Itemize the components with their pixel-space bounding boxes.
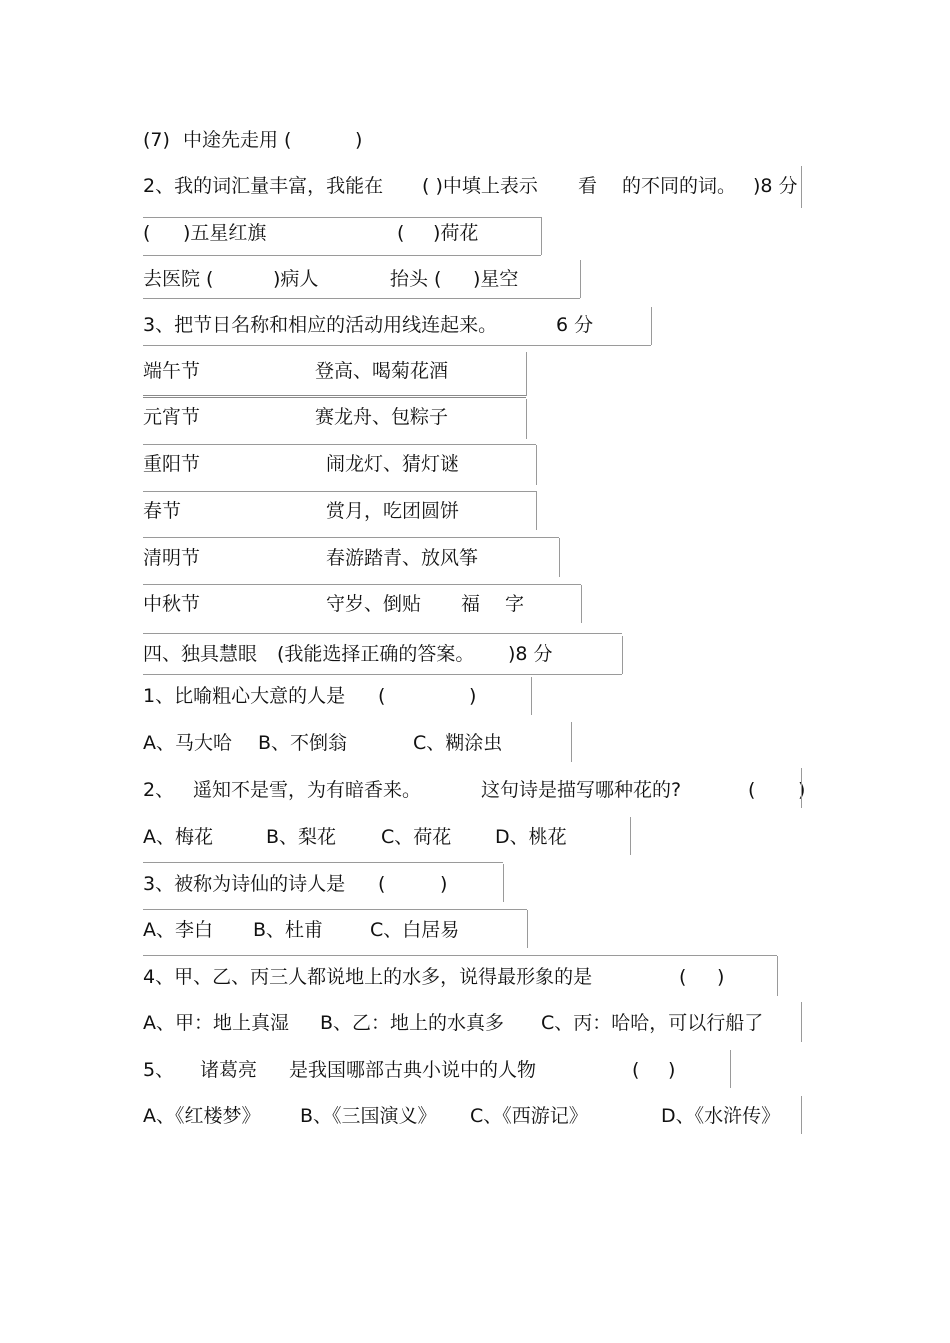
question-3-line (143, 865, 463, 903)
option-c: C、丙：哈哈，可以行船了 (541, 1012, 764, 1034)
table-rule (801, 768, 802, 808)
table-rule (526, 352, 527, 396)
table-rule (801, 1096, 802, 1134)
blank-close: ) (717, 966, 725, 988)
option-b: B、《三国演义》 (300, 1105, 437, 1127)
option-a: A、梅花 (143, 826, 213, 848)
score-text: )8 分 (508, 643, 553, 665)
phrase: 抬头 ( (390, 268, 442, 290)
phrase: )病人 (273, 268, 319, 290)
blank-open: ( (378, 685, 386, 707)
festival-name: 端午节 (143, 360, 201, 382)
table-rule (536, 445, 537, 485)
festival-activity: 春游踏青、放风筝 (326, 547, 479, 569)
festival-row-1 (143, 352, 473, 390)
options-q3 (143, 911, 483, 949)
table-rule (777, 956, 778, 996)
section-3-title (143, 306, 613, 344)
phrase: )荷花 (433, 222, 479, 244)
options-q1 (143, 724, 523, 762)
table-rule (143, 674, 622, 675)
section-2-title (143, 167, 813, 205)
question-1-line (143, 677, 493, 715)
table-rule (143, 909, 527, 910)
festival-row-5 (143, 539, 503, 577)
festival-row-4 (143, 492, 483, 530)
blank-open: ( (378, 873, 386, 895)
table-rule (143, 862, 503, 863)
table-rule (541, 217, 542, 255)
blank-close: ) (469, 685, 477, 707)
option-a: A、李白 (143, 919, 213, 941)
festival-activity: 赏月，吃团圆饼 (326, 500, 460, 522)
phrase: )星空 (473, 268, 519, 290)
table-rule (143, 255, 541, 256)
title-text: 2、我的词汇量丰富，我能在 (143, 175, 384, 197)
option-b: B、杜甫 (253, 919, 324, 941)
table-rule (651, 307, 652, 345)
fill-row-2 (143, 260, 573, 298)
table-rule (503, 864, 504, 902)
table-rule (730, 1050, 731, 1088)
options-q2 (143, 818, 583, 856)
table-rule (143, 217, 541, 218)
table-rule (622, 636, 623, 674)
option-c: C、糊涂虫 (413, 732, 503, 754)
phrase: 去医院 ( (143, 268, 214, 290)
table-rule (143, 345, 651, 346)
option-a: A、马大哈 (143, 732, 232, 754)
table-rule (801, 1002, 802, 1042)
question-5-line (143, 1051, 688, 1089)
question-text: 3、被称为诗仙的诗人是 (143, 873, 346, 895)
item-number: (7) (143, 129, 170, 151)
question-text: 1、比喻粗心大意的人是 (143, 685, 346, 707)
question-number: 2、 (143, 779, 175, 801)
festival-name: 清明节 (143, 547, 201, 569)
table-rule (630, 817, 631, 855)
title-text: 的不同的词。 (622, 175, 737, 197)
festival-activity: 守岁、倒贴 (326, 593, 422, 615)
festival-activity: 闹龙灯、猜灯谜 (326, 453, 460, 475)
table-rule (559, 538, 560, 577)
table-rule (580, 260, 581, 298)
title-text: 四、独具慧眼 (143, 643, 258, 665)
options-q4 (143, 1004, 798, 1042)
option-d: D、《水浒传》 (661, 1105, 781, 1127)
blank-close: ) (798, 779, 806, 801)
question-2-line (143, 771, 808, 809)
option-a: A、甲：地上真湿 (143, 1012, 289, 1034)
title-text: (我能选择正确的答案。 (277, 643, 475, 665)
fill-row-1 (143, 214, 543, 252)
table-rule (571, 722, 572, 762)
festival-name: 中秋节 (143, 593, 201, 615)
table-rule (143, 633, 622, 634)
person-name: 诸葛亮 (200, 1059, 258, 1081)
table-rule (581, 585, 582, 623)
table-rule (531, 677, 532, 715)
score-text: 6 分 (556, 314, 594, 336)
phrase: )五星红旗 (183, 222, 267, 244)
section-4-title (143, 635, 613, 673)
festival-row-3 (143, 445, 483, 483)
option-d: D、桃花 (495, 826, 567, 848)
options-q5 (143, 1097, 798, 1135)
table-rule (526, 399, 527, 439)
festival-activity: 福 (461, 593, 481, 615)
festival-name: 元宵节 (143, 406, 201, 428)
blank-open: ( (143, 222, 151, 244)
question-text: 是我国哪部古典小说中的人物 (289, 1059, 537, 1081)
blank-open: ( (748, 779, 756, 801)
table-rule (143, 955, 777, 956)
festival-name: 重阳节 (143, 453, 201, 475)
title-text: 3、把节日名称和相应的活动用线连起来。 (143, 314, 498, 336)
question-4-line (143, 958, 733, 996)
question-7-line (143, 121, 443, 159)
blank-open: ( (679, 966, 687, 988)
table-rule (143, 298, 580, 299)
option-c: C、荷花 (381, 826, 452, 848)
blank-close: ) (355, 129, 363, 151)
option-a: A、《红楼梦》 (143, 1105, 261, 1127)
question-number: 5、 (143, 1059, 175, 1081)
option-b: B、不倒翁 (258, 732, 348, 754)
festival-name: 春节 (143, 500, 182, 522)
festival-activity: 赛龙舟、包粽子 (315, 406, 449, 428)
festival-row-6 (143, 585, 543, 623)
table-rule (536, 491, 537, 530)
festival-activity: 登高、喝菊花酒 (315, 360, 449, 382)
festival-activity: 字 (505, 593, 525, 615)
option-b: B、梨花 (266, 826, 337, 848)
title-text: 看 (578, 175, 598, 197)
table-rule (801, 166, 802, 208)
score-text: )8 分 (753, 175, 798, 197)
question-text: 这句诗是描写哪种花的? (481, 779, 682, 801)
blank-close: ) (440, 873, 448, 895)
item-text: 中途先走用 ( (183, 129, 292, 151)
blank-close: ) (668, 1059, 676, 1081)
question-text: 4、甲、乙、丙三人都说地上的水多，说得最形象的是 (143, 966, 593, 988)
table-rule (143, 537, 559, 538)
option-b: B、乙：地上的水真多 (320, 1012, 505, 1034)
title-text: ( )中填上表示 (422, 175, 538, 197)
option-c: C、《西游记》 (470, 1105, 588, 1127)
blank-open: ( (397, 222, 405, 244)
festival-row-2 (143, 398, 473, 436)
poem-text: 遥知不是雪，为有暗香来。 (193, 779, 422, 801)
blank-open: ( (632, 1059, 640, 1081)
table-rule (527, 910, 528, 948)
option-c: C、白居易 (370, 919, 460, 941)
